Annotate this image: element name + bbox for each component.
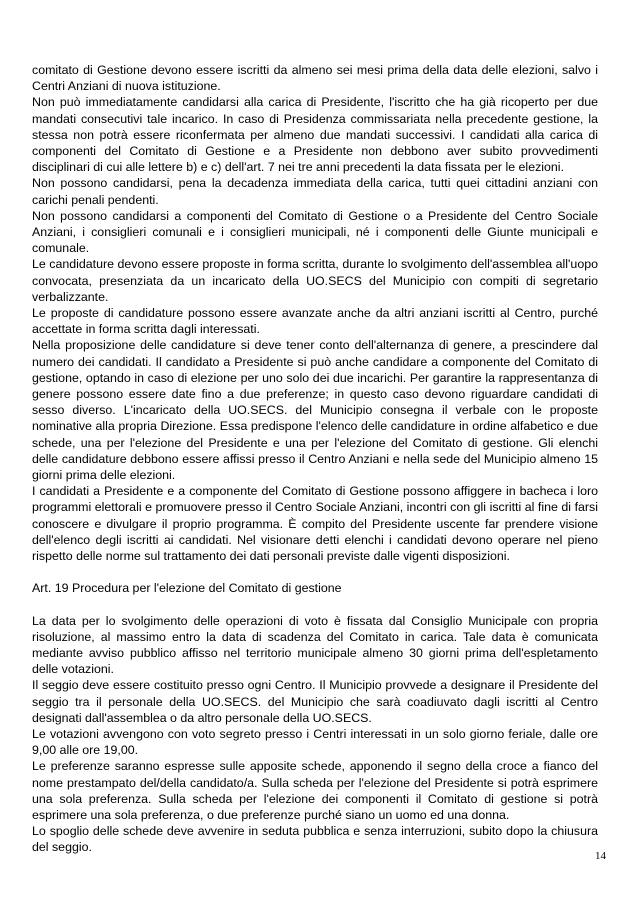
article-heading: Art. 19 Procedura per l'elezione del Comitato di gestione <box>32 581 342 596</box>
page-number: 14 <box>595 850 606 862</box>
document-page <box>32 62 598 856</box>
paragraph: comitato di Gestione devono essere iscritti da almeno sei mesi prima della data delle elezioni, salvo i Centri Anziani di nuova istituzione. <box>32 63 598 94</box>
paragraph: Il seggio deve essere costituito presso ogni Centro. Il Municipio provvede a designare il Presidente del seggio tra il personale della UO.SECS. del Municipio che sarà coadiuvato dagli iscritti al Centro designati dall'assemblea o da altro personale della UO.SECS. <box>32 678 598 725</box>
paragraph: La data per lo svolgimento delle operazioni di voto è fissata dal Consiglio Municipale con propria risoluzione, al massimo entro la data di scadenza del Comitato in carica. Tale data è comunicata mediante avviso pubblico affisso nel territorio municipale almeno 30 giorni prima dell'espletamento delle votazioni. <box>32 613 598 677</box>
paragraph: Nella proposizione delle candidature si deve tener conto dell'alternanza di genere, a prescindere dal numero dei candidati. Il candidato a Presidente si può anche candidare a componente del Comitato di gestione, optando in caso di elezione per uno solo dei due incarichi. Per garantire la rappresentanza di genere possono essere date fino a due preferenze; in questo caso devono riguardare candidati di sesso diverso. L'incaricato della UO.SECS. del Municipio consegna il verbale con le proposte nominative alla propria Direzione. Essa predispone l'elenco delle candidature in ordine alfabetico e due schede, una per l'elezione del Presidente e una per l'elezione del Comitato di gestione. Gli elenchi delle candidature debbono essere affissi presso il Centro Anziani e nella sede del Municipio almeno 15 giorni prima delle elezioni. <box>32 338 598 483</box>
paragraph: I candidati a Presidente e a componente del Comitato di Gestione possono affiggere in bacheca i loro programmi elettorali e promuovere presso il Centro Sociale Anziani, incontri con gli iscritti al fine di farsi conoscere e divulgare il proprio programma. È compito del Presidente uscente far prendere visione dell'elenco degli iscritti ai candidati. Nel visionare detti elenchi i candidati devono operare nel pieno rispetto delle norme sul trattamento dei dati personali previste dalle vigenti disposizioni. <box>32 484 598 564</box>
paragraph: Le votazioni avvengono con voto segreto presso i Centri interessati in un solo giorno feriale, dalle ore 9,00 alle ore 19,00. <box>32 726 598 758</box>
paragraph: Le preferenze saranno espresse sulle apposite schede, apponendo il segno della croce a fianco del nome prestampato del/della candidato/a. Sulla scheda per l'elezione del Presidente si potrà esprimere una sola preferenza. Sulla scheda per l'elezione dei componenti il Comitato di gestione si potrà esprimere una sola preferenza, o due preferenze purché siano un uomo ed una donna. <box>32 759 598 822</box>
paragraph: Lo spoglio delle schede deve avvenire in seduta pubblica e senza interruzioni, subito dopo la chiusura del seggio. <box>32 824 598 855</box>
paragraph: Non può immediatamente candidarsi alla carica di Presidente, l'iscritto che ha già ricoperto per due mandati consecutivi tale incarico. In caso di Presidenza commissariata nella precedente gestione, la stessa non potrà essere riconfermata per almeno due mandati successivi. I candidati alla carica di componenti del Comitato di Gestione e a Presidente non debbono aver subito provvedimenti disciplinari di cui alle lettere b) e c) dell'art. 7 nei tre anni precedenti la data fissata per le elezioni. <box>32 95 598 175</box>
paragraph: Le candidature devono essere proposte in forma scritta, durante lo svolgimento dell'assemblea all'uopo convocata, presenziata da un incaricato della UO.SECS del Municipio con compiti di segretario verbalizzante. <box>32 257 598 304</box>
blank-line <box>32 597 598 613</box>
paragraph: Le proposte di candidature possono essere avanzate anche da altri anziani iscritti al Centro, purché accettate in forma scritta dagli interessati. <box>32 306 598 337</box>
paragraph: Non possono candidarsi a componenti del Comitato di Gestione o a Presidente del Centro Sociale Anziani, i consiglieri comunali e i consiglieri municipali, né i componenti delle Giunte municipali e comunale. <box>32 208 598 256</box>
paragraph: Non possono candidarsi, pena la decadenza immediata della carica, tutti quei cittadini anziani con carichi penali pendenti. <box>32 176 598 207</box>
blank-line <box>32 564 598 580</box>
